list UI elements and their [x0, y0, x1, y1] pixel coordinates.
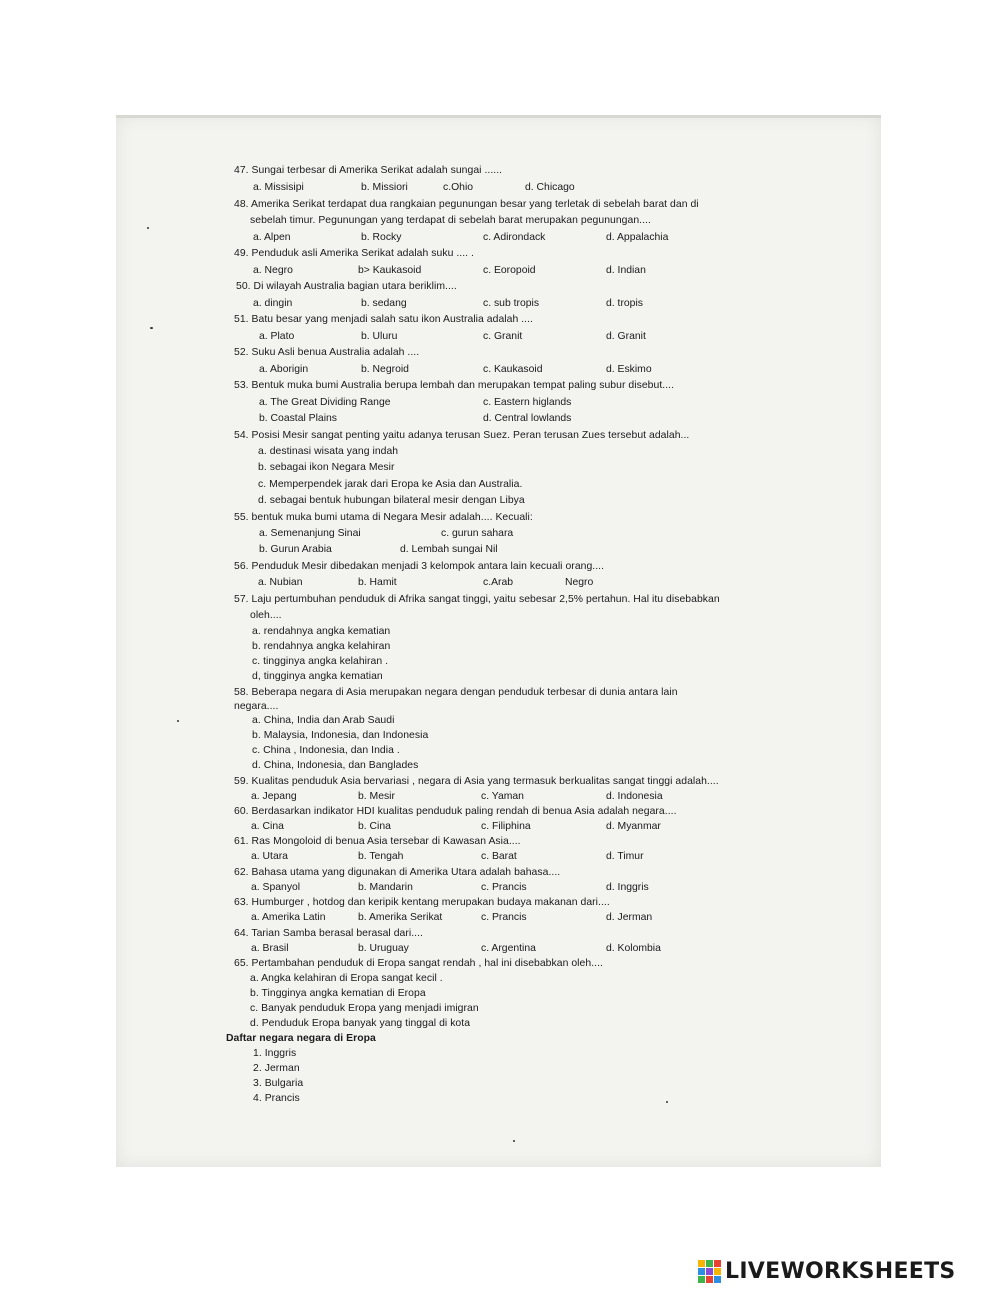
qquestion-a3-line: c. China , Indonesia, dan India . — [252, 745, 400, 756]
answer-option: a. Jepang — [251, 791, 297, 802]
qquestion--line: 65. Pertambahan penduduk di Eropa sangat rendah , hal ini disebabkan oleh.... — [234, 958, 603, 969]
logo-block — [714, 1276, 721, 1283]
speck — [147, 227, 149, 229]
qquestion-a1-line: a. China, India dan Arab Saudi — [252, 715, 395, 726]
answer-option: a. Nubian — [258, 577, 303, 588]
qquestion-d-line: d. sebagai bentuk hubungan bilateral mesir dengan Libya — [258, 495, 525, 506]
answer-option: a. Plato — [259, 331, 295, 342]
answer-option: c. Adirondack — [483, 232, 546, 243]
answer-option: Negro — [565, 577, 594, 588]
speck — [150, 327, 153, 329]
qquestion--line: 60. Berdasarkan indikator HDI kualitas penduduk paling rendah di benua Asia adalah negara.... — [234, 806, 677, 817]
logo-block — [714, 1268, 721, 1275]
answer-option: d. tropis — [606, 298, 643, 309]
answer-option: d. Appalachia — [606, 232, 669, 243]
answer-option: b. Cina — [358, 821, 391, 832]
answer-option: c. sub tropis — [483, 298, 540, 309]
qquestion--line: 59. Kualitas penduduk Asia bervariasi , negara di Asia yang termasuk berkualitas sangat tinggi adalah.... — [234, 776, 719, 787]
qquestion-a3-line: c. tingginya angka kelahiran . — [252, 656, 389, 667]
answer-option: c. gurun sahara — [441, 528, 514, 539]
logo-block — [706, 1276, 713, 1283]
answer-option: d. Indian — [606, 265, 646, 276]
answer-option: b. sedang — [361, 298, 407, 309]
answer-option: c. Argentina — [481, 943, 536, 954]
qquestion--line: 50. Di wilayah Australia bagian utara beriklim.... — [236, 281, 457, 292]
answer-option: a. Brasil — [251, 943, 289, 954]
answer-option: d. Kolombia — [606, 943, 661, 954]
answer-option: c. Prancis — [481, 912, 527, 923]
qquestion-a2-line: b. Malaysia, Indonesia, dan Indonesia — [252, 730, 429, 741]
qquestion-b-line: oleh.... — [250, 610, 282, 621]
answer-option: b. Tengah — [358, 851, 404, 862]
logo-blocks-icon — [698, 1260, 721, 1283]
answer-option: d. Indonesia — [606, 791, 663, 802]
speck — [177, 720, 179, 722]
qquestion-b-line: b. sebagai ikon Negara Mesir — [258, 462, 395, 473]
answer-option: b. Coastal Plains — [259, 413, 337, 424]
qquestion-a2-line: b. rendahnya angka kelahiran — [252, 641, 391, 652]
qquestion-a4-line: d. Penduduk Eropa banyak yang tinggal di kota — [250, 1018, 471, 1029]
answer-option: c. Granit — [483, 331, 523, 342]
qquestion-a2-line: b. Tingginya angka kematian di Eropa — [250, 988, 426, 999]
answer-option: c. Barat — [481, 851, 517, 862]
qquestion-a1-line: a. Angka kelahiran di Eropa sangat kecil . — [250, 973, 443, 984]
logo-block — [698, 1276, 705, 1283]
answer-option: d. Jerman — [606, 912, 653, 923]
answer-option: a. Aborigin — [259, 364, 309, 375]
qquestion--line: 63. Humburger , hotdog dan keripik kentang merupakan budaya makanan dari.... — [234, 897, 610, 908]
qquestion--line: 62. Bahasa utama yang digunakan di Amerika Utara adalah bahasa.... — [234, 867, 561, 878]
qquestion--line: 57. Laju pertumbuhan penduduk di Afrika sangat tinggi, yaitu sebesar 2,5% pertahun. Hal itu disebabkan — [234, 594, 720, 605]
answer-option: c. Filiphina — [481, 821, 531, 832]
qquestion--line: 51. Batu besar yang menjadi salah satu ikon Australia adalah .... — [234, 314, 533, 325]
answer-option: a. dingin — [253, 298, 293, 309]
country-list-item: 1. Inggris — [253, 1048, 297, 1059]
logo-block — [698, 1260, 705, 1267]
qquestion--line: 61. Ras Mongoloid di benua Asia tersebar di Kawasan Asia.... — [234, 836, 521, 847]
qquestion--line: 64. Tarian Samba berasal berasal dari.... — [234, 928, 423, 939]
answer-option: c.Ohio — [443, 182, 474, 193]
qquestion--line: 56. Penduduk Mesir dibedakan menjadi 3 kelompok antara lain kecuali orang.... — [234, 561, 605, 572]
answer-option: d. Timur — [606, 851, 644, 862]
logo-block — [706, 1268, 713, 1275]
qquestion-a-line: a. destinasi wisata yang indah — [258, 446, 399, 457]
answer-option: d. Granit — [606, 331, 646, 342]
country-list-item: 4. Prancis — [253, 1093, 300, 1104]
country-list-item: 2. Jerman — [253, 1063, 300, 1074]
answer-option: b. Gurun Arabia — [259, 544, 332, 555]
answer-option: c. Eastern higlands — [483, 397, 572, 408]
answer-option: d. Lembah sungai Nil — [400, 544, 498, 555]
qquestion-c-line: c. Memperpendek jarak dari Eropa ke Asia dan Australia. — [258, 479, 523, 490]
speck — [513, 1140, 515, 1142]
answer-option: a. Amerika Latin — [251, 912, 326, 923]
answer-option: d. Inggris — [606, 882, 649, 893]
answer-option: d. Myanmar — [606, 821, 661, 832]
answer-option: a. Missisipi — [253, 182, 304, 193]
qquestion--line: 54. Posisi Mesir sangat penting yaitu adanya terusan Suez. Peran terusan Zues tersebut adalah... — [234, 430, 690, 441]
answer-option: c. Kaukasoid — [483, 364, 543, 375]
answer-option: a. Semenanjung Sinai — [259, 528, 361, 539]
answer-option: a. The Great Dividing Range — [259, 397, 391, 408]
answer-option: b. Hamit — [358, 577, 397, 588]
qquestion-a1-line: a. rendahnya angka kematian — [252, 626, 391, 637]
answer-option: c.Arab — [483, 577, 514, 588]
list-title: Daftar negara negara di Eropa — [226, 1033, 376, 1044]
answer-option: b. Uluru — [361, 331, 398, 342]
answer-option: b> Kaukasoid — [358, 265, 422, 276]
speck — [666, 1101, 668, 1103]
answer-option: b. Uruguay — [358, 943, 409, 954]
answer-option: c. Prancis — [481, 882, 527, 893]
qquestion-a4-line: d, tingginya angka kematian — [252, 671, 383, 682]
qquestion--line: 49. Penduduk asli Amerika Serikat adalah suku .... . — [234, 248, 474, 259]
answer-option: b. Negroid — [361, 364, 409, 375]
answer-option: b. Mandarin — [358, 882, 413, 893]
qquestion--line: 55. bentuk muka bumi utama di Negara Mesir adalah.... Kecuali: — [234, 512, 533, 523]
answer-option: a. Spanyol — [251, 882, 301, 893]
qquestion--line: 47. Sungai terbesar di Amerika Serikat adalah sungai ...... — [234, 165, 503, 176]
page-top-edge — [116, 115, 881, 118]
qquestion--line: 52. Suku Asli benua Australia adalah .... — [234, 347, 420, 358]
answer-option: b. Mesir — [358, 791, 395, 802]
answer-option: a. Utara — [251, 851, 288, 862]
qquestion-a3-line: c. Banyak penduduk Eropa yang menjadi imigran — [250, 1003, 479, 1014]
answer-option: b. Missiori — [361, 182, 408, 193]
answer-option: b. Rocky — [361, 232, 402, 243]
answer-option: c. Eoropoid — [483, 265, 536, 276]
answer-option: a. Cina — [251, 821, 284, 832]
answer-option: c. Yaman — [481, 791, 524, 802]
qquestion--line: 58. Beberapa negara di Asia merupakan negara dengan penduduk terbesar di dunia antara lain — [234, 687, 678, 698]
answer-option: d. Central lowlands — [483, 413, 572, 424]
qquestion-b-line: sebelah timur. Pegunungan yang terdapat di sebelah barat merupakan pegunungan.... — [250, 215, 651, 226]
logo-block — [706, 1260, 713, 1267]
qquestion-b-line: negara.... — [234, 701, 279, 712]
answer-option: a. Negro — [253, 265, 293, 276]
qquestion--line: 53. Bentuk muka bumi Australia berupa lembah dan merupakan tempat paling subur disebut.... — [234, 380, 675, 391]
logo-text: LIVEWORKSHEETS — [725, 1258, 956, 1284]
qquestion-a4-line: d. China, Indonesia, dan Banglades — [252, 760, 419, 771]
country-list-item: 3. Bulgaria — [253, 1078, 304, 1089]
logo-block — [698, 1268, 705, 1275]
answer-option: d. Eskimo — [606, 364, 652, 375]
logo-block — [714, 1260, 721, 1267]
qquestion--line: 48. Amerika Serikat terdapat dua rangkaian pegunungan besar yang terletak di sebelah barat dan di — [234, 199, 699, 210]
answer-option: b. Amerika Serikat — [358, 912, 443, 923]
answer-option: a. Alpen — [253, 232, 291, 243]
liveworksheets-logo — [698, 1258, 956, 1284]
answer-option: d. Chicago — [525, 182, 575, 193]
